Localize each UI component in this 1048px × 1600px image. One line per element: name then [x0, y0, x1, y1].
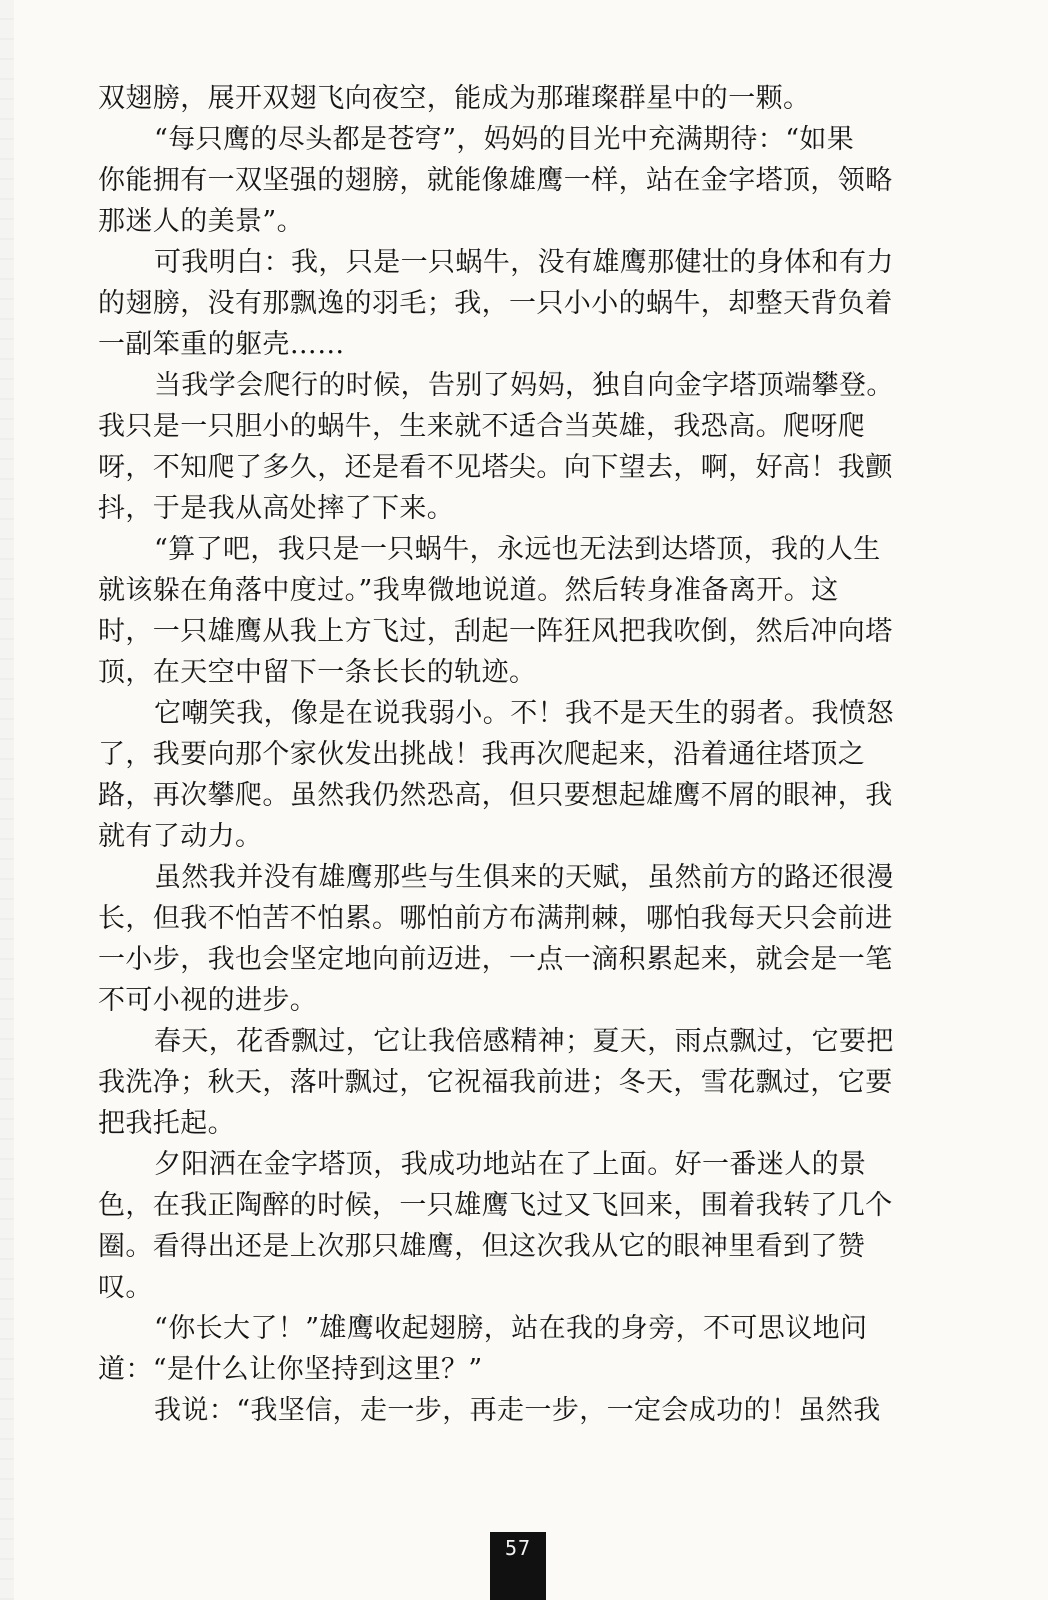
text-line: 你能拥有一双坚强的翅膀，就能像雄鹰一样，站在金字塔顶，领略: [98, 165, 893, 196]
paragraph-first-line: “每只鹰的尽头都是苍穹”，妈妈的目光中充满期待：“如果: [154, 124, 855, 155]
paragraph-first-line: 可我明白：我，只是一只蜗牛，没有雄鹰那健壮的身体和有力: [154, 247, 894, 278]
paragraph-first-line: 春天，花香飘过，它让我倍感精神；夏天，雨点飘过，它要把: [154, 1026, 894, 1057]
text-line: 呀，不知爬了多久，还是看不见塔尖。向下望去，啊，好高！我颤: [98, 452, 893, 483]
text-line: 不可小视的进步。: [98, 985, 318, 1016]
text-line: 叹。: [98, 1272, 153, 1303]
text-line: 就该躲在角落中度过。”我卑微地说道。然后转身准备离开。这: [98, 575, 839, 606]
text-line: 圈。看得出还是上次那只雄鹰，但这次我从它的眼神里看到了赞: [98, 1231, 866, 1262]
text-line: 抖，于是我从高处摔了下来。: [98, 493, 455, 524]
text-line: 我只是一只胆小的蜗牛，生来就不适合当英雄，我恐高。爬呀爬: [98, 411, 866, 442]
text-line: 那迷人的美景”。: [98, 206, 305, 237]
text-line: 长，但我不怕苦不怕累。哪怕前方布满荆棘，哪怕我每天只会前进: [98, 903, 893, 934]
text-line: 路，再次攀爬。虽然我仍然恐高，但只要想起雄鹰不屑的眼神，我: [98, 780, 893, 811]
page-number: 57: [490, 1532, 546, 1600]
text-line: 把我托起。: [98, 1108, 235, 1139]
text-line: 一副笨重的躯壳……: [98, 329, 345, 360]
paragraph-first-line: 夕阳洒在金字塔顶，我成功地站在了上面。好一番迷人的景: [154, 1149, 867, 1180]
text-line: 了，我要向那个家伙发出挑战！我再次爬起来，沿着通往塔顶之: [98, 739, 866, 770]
paragraph-first-line: “你长大了！”雄鹰收起翅膀，站在我的身旁，不可思议地问: [154, 1313, 868, 1344]
paragraph-first-line: 我说：“我坚信，走一步，再走一步，一定会成功的！虽然我: [154, 1395, 881, 1426]
body-text: [98, 78, 923, 1431]
page-edge-decoration: [0, 0, 14, 1600]
text-line: 一小步，我也会坚定地向前迈进，一点一滴积累起来，就会是一笔: [98, 944, 893, 975]
text-line: 道：“是什么让你坚持到这里？”: [98, 1354, 483, 1385]
text-line: 色，在我正陶醉的时候，一只雄鹰飞过又飞回来，围着我转了几个: [98, 1190, 893, 1221]
text-line: 就有了动力。: [98, 821, 263, 852]
paragraph-first-line: 虽然我并没有雄鹰那些与生俱来的天赋，虽然前方的路还很漫: [154, 862, 894, 893]
paragraph-first-line: “算了吧，我只是一只蜗牛，永远也无法到达塔顶，我的人生: [154, 534, 881, 565]
paragraph-first-line: 当我学会爬行的时候，告别了妈妈，独自向金字塔顶端攀登。: [154, 370, 894, 401]
paragraph-first-line: 它嘲笑我，像是在说我弱小。不！我不是天生的弱者。我愤怒: [154, 698, 894, 729]
text-line: 双翅膀，展开双翅飞向夜空，能成为那璀璨群星中的一颗。: [98, 83, 811, 114]
text-line: 我洗净；秋天，落叶飘过，它祝福我前进；冬天，雪花飘过，它要: [98, 1067, 893, 1098]
text-line: 时，一只雄鹰从我上方飞过，刮起一阵狂风把我吹倒，然后冲向塔: [98, 616, 893, 647]
text-line: 顶，在天空中留下一条长长的轨迹。: [98, 657, 537, 688]
text-line: 的翅膀，没有那飘逸的羽毛；我，一只小小的蜗牛，却整天背负着: [98, 288, 893, 319]
